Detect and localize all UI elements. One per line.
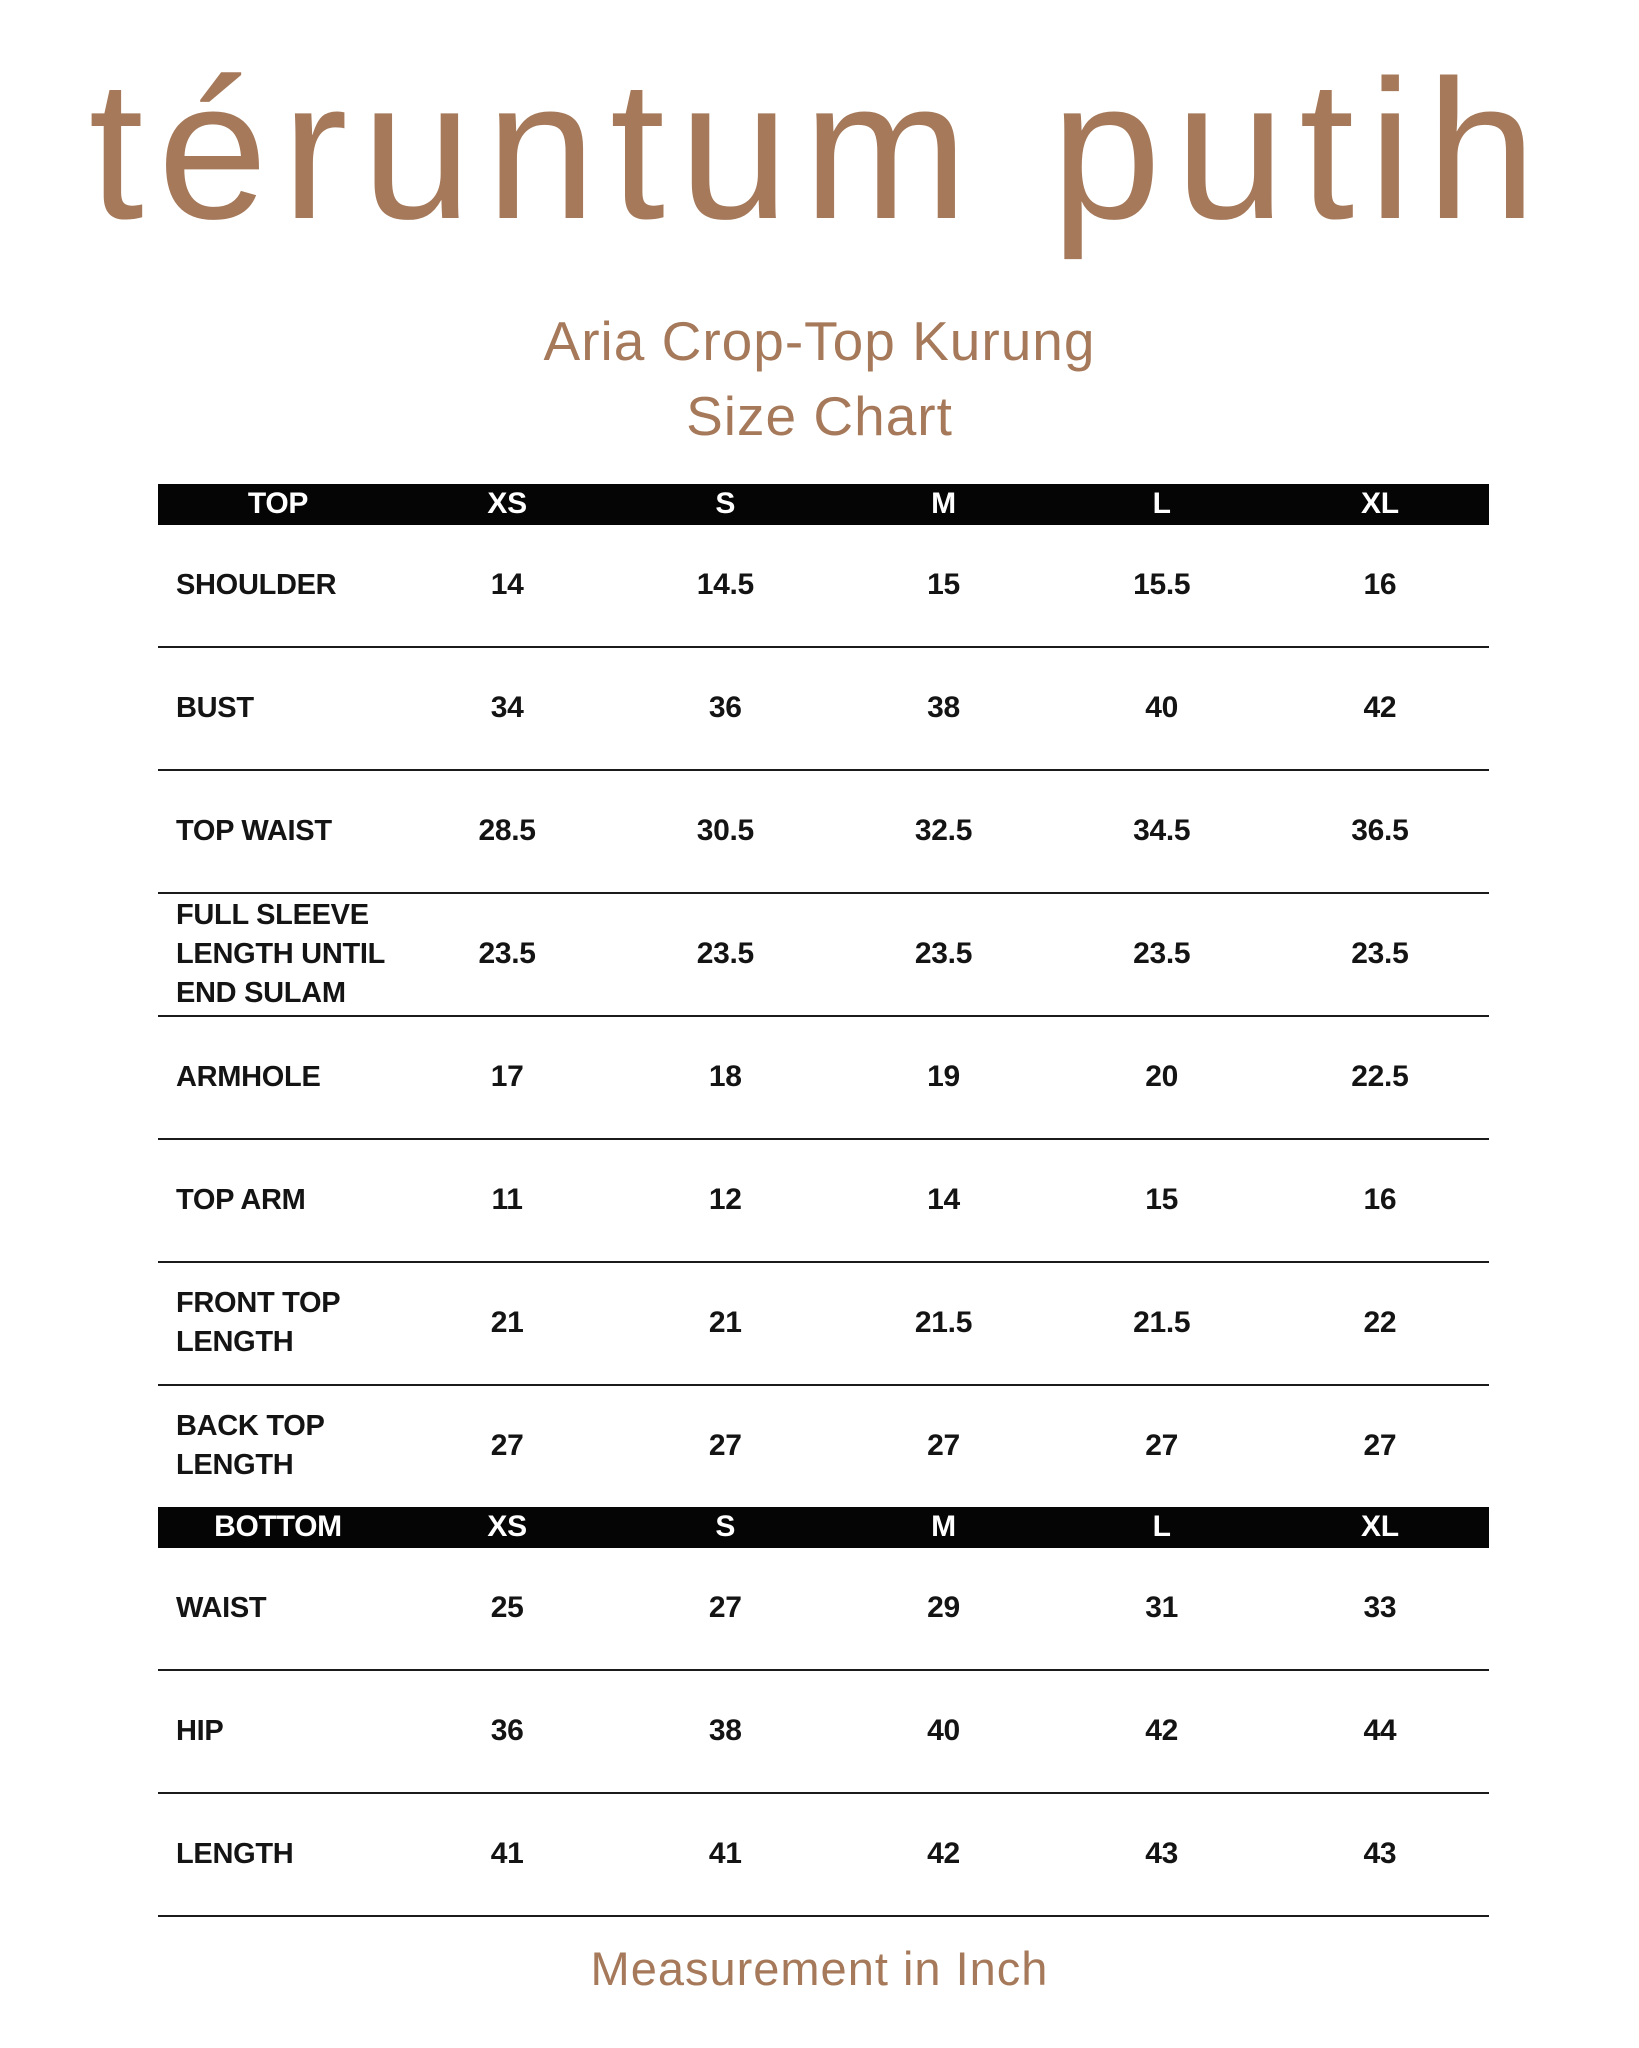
size-column-header: XL [1361,487,1399,521]
measurement-value: 33 [1363,1591,1397,1625]
measurement-value: 41 [708,1837,742,1871]
row-label: TOP WAIST [176,814,332,847]
table-row [158,1548,1489,1671]
measurement-value: 29 [927,1591,960,1625]
table-row [158,648,1489,771]
measurement-value: 23.5 [478,937,536,971]
measurement-value: 27 [927,1429,960,1463]
measurement-value: 40 [1145,691,1179,725]
measurement-value: 21.5 [914,1306,973,1340]
table-row [158,1017,1489,1140]
size-column-header: L [1152,487,1171,521]
table-row [158,525,1489,648]
measurement-value: 27 [1145,1429,1179,1463]
measurement-value: 40 [927,1714,960,1748]
measurement-value: 27 [1363,1429,1397,1463]
measurement-value: 15.5 [1133,568,1191,602]
measurement-value: 25 [490,1591,524,1625]
size-column-header: L [1152,1510,1171,1544]
measurement-value: 16 [1363,568,1397,602]
table-row [158,1386,1489,1507]
size-column-header: XL [1361,1510,1399,1544]
row-label: TOP ARM [176,1183,306,1216]
section-header-label: BOTTOM [214,1510,342,1544]
row-label: FULL SLEEVE LENGTH UNTIL END SULAM [176,898,385,1009]
measurement-value: 22.5 [1351,1060,1409,1094]
measurement-value: 21 [708,1306,742,1340]
row-label: LENGTH [176,1837,294,1870]
measurement-value: 23.5 [914,937,973,971]
bottom-size-table [158,1507,1489,1917]
measurement-value: 31 [1145,1591,1179,1625]
measurement-value: 38 [927,691,960,725]
chart-title: Size Chart [686,384,953,447]
table-row [158,1263,1489,1386]
measurement-value: 34.5 [1133,814,1191,848]
measurement-value: 14.5 [696,568,754,602]
measurement-value: 41 [490,1837,524,1871]
measurement-value: 15 [927,568,960,602]
measurement-value: 27 [708,1591,742,1625]
top-size-table [158,484,1489,1507]
table-row [158,771,1489,894]
measurement-value: 27 [708,1429,742,1463]
chart-subtitle [0,304,1639,454]
measurement-value: 36 [708,691,742,725]
table-row [158,1671,1489,1794]
measurement-value: 42 [1363,691,1397,725]
size-column-header: M [931,1510,956,1544]
measurement-value: 23.5 [696,937,754,971]
table-row [158,1140,1489,1263]
product-name: Aria Crop-Top Kurung [543,310,1096,372]
measurement-value: 20 [1145,1060,1179,1094]
measurement-value: 43 [1145,1837,1179,1871]
brand-logo: téruntum putih [88,38,1551,260]
row-label: BUST [176,691,254,724]
measurement-value: 11 [491,1183,523,1217]
measurement-value: 43 [1363,1837,1397,1871]
section-header-label: TOP [247,487,309,521]
measurement-value: 27 [490,1429,524,1463]
measurement-value: 44 [1363,1714,1397,1748]
size-column-header: XS [487,1510,527,1544]
size-column-header: XS [487,487,527,521]
table-row [158,1794,1489,1917]
row-label: FRONT TOP LENGTH [176,1287,340,1359]
bottom-table-header-bar [158,1507,1489,1548]
measurement-value: 22 [1363,1306,1397,1340]
measurement-value: 21 [490,1306,524,1340]
row-label: SHOULDER [176,568,337,601]
measurement-value: 36 [490,1714,524,1748]
measurement-value: 14 [927,1183,960,1217]
measurement-value: 17 [490,1060,524,1094]
measurement-value: 18 [708,1060,742,1094]
measurement-value: 21.5 [1133,1306,1191,1340]
size-column-header: S [715,487,736,521]
measurement-value: 19 [927,1060,960,1094]
size-column-header: M [931,487,956,521]
measurement-value: 23.5 [1351,937,1409,971]
measurement-value: 14 [490,568,524,602]
row-label: WAIST [176,1591,267,1624]
measurement-value: 28.5 [478,814,536,848]
measurement-value: 42 [1145,1714,1179,1748]
measurement-value: 12 [708,1183,742,1217]
measurement-value: 34 [490,691,524,725]
size-column-header: S [715,1510,736,1544]
measurement-value: 30.5 [696,814,754,848]
table-row [158,894,1489,1017]
measurement-value: 36.5 [1351,814,1409,848]
measurement-value: 42 [927,1837,960,1871]
bottom-table-rows [158,1548,1489,1917]
measurement-value: 32.5 [914,814,973,848]
row-label: BACK TOP LENGTH [176,1410,324,1482]
measurement-unit-note: Measurement in Inch [590,1941,1049,1995]
row-label: ARMHOLE [176,1060,321,1093]
measurement-value: 16 [1363,1183,1397,1217]
measurement-value: 15 [1145,1183,1179,1217]
top-table-header-bar [158,484,1489,525]
measurement-value: 38 [708,1714,742,1748]
row-label: HIP [176,1714,224,1747]
measurement-value: 23.5 [1133,937,1191,971]
top-table-rows [158,525,1489,1507]
